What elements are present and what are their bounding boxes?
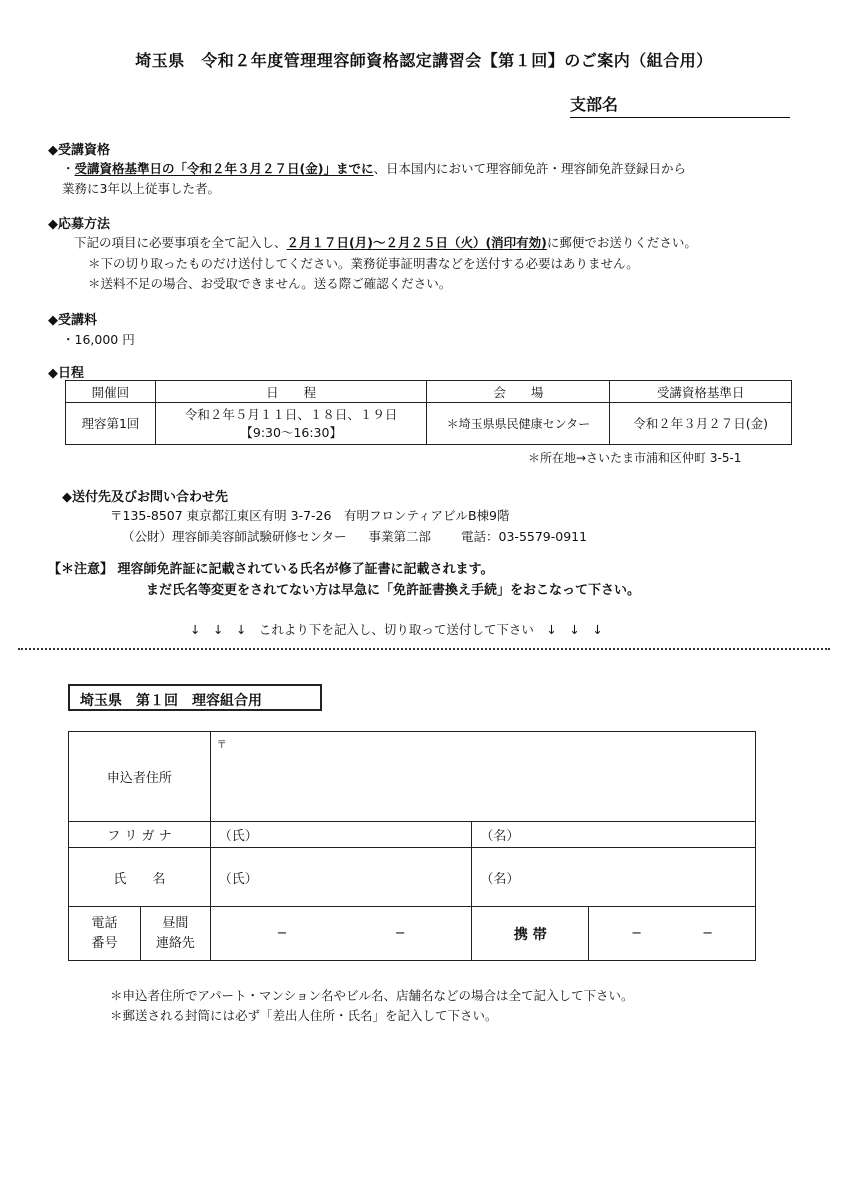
application-line1 (74, 233, 697, 251)
eligibility-condition: 、日本国内において理容師免許・理容師免許登録日から (373, 161, 686, 176)
schedule-session: 理容第1回 (66, 403, 156, 445)
address-label: 申込者住所 (69, 732, 211, 822)
postal-mark-icon: 〒 (216, 740, 227, 751)
name-label: 氏 名 (69, 848, 211, 907)
contact-tel: 電話：03-5579-0911 (461, 529, 588, 544)
address-input[interactable] (210, 732, 755, 822)
contact-address: 〒135-8507 東京都江東区有明 3-7-26 有明フロンティアビルB棟9階 (110, 508, 510, 523)
application-heading: ◆応募方法 (48, 217, 110, 232)
eligibility-bullet: ・ (62, 161, 75, 176)
eligibility-line1 (62, 159, 686, 177)
fee-value: ・16,000 円 (62, 332, 135, 347)
schedule-header-session: 開催回 (66, 381, 156, 403)
application-method: に郵便でお送りください。 (546, 235, 697, 250)
schedule-header-dates: 日 程 (155, 381, 427, 403)
mobile-dash-2: − (702, 926, 713, 941)
schedule-header-venue: 会 場 (427, 381, 610, 403)
name-given-input[interactable] (472, 848, 756, 907)
schedule-header-row (66, 381, 792, 403)
daytime-dash-2: − (394, 926, 406, 941)
form-title: 埼玉県 第１回 理容組合用 (68, 684, 322, 711)
daytime-label-line2: 連絡先 (155, 935, 195, 951)
eligibility-line2: 業務に3年以上従事した者。 (62, 181, 220, 196)
address-row (69, 732, 756, 822)
schedule-dates: 令和２年５月１１日、１８日、１９日 (184, 406, 398, 422)
schedule-heading: ◆日程 (48, 366, 84, 381)
eligibility-base-date: 受講資格基準日の「令和２年３月２７日(金)」までに (74, 161, 374, 176)
phone-label (69, 907, 141, 961)
application-instruction: 下記の項目に必要事項を全て記入し、 (74, 235, 287, 250)
schedule-venue: ＊埼玉県県民健康センター (427, 403, 610, 445)
name-given-label: （名） (480, 871, 520, 887)
schedule-header-base-date: 受講資格基準日 (610, 381, 792, 403)
name-row (69, 848, 756, 907)
application-note2: ＊送料不足の場合、お受取できません。送る際ご確認ください。 (88, 276, 452, 291)
phone-label-line2: 番号 (91, 935, 118, 951)
footnote-2: ＊郵送される封筒には必ず「差出人住所・氏名」を記入して下さい。 (110, 1008, 498, 1023)
daytime-label-line1: 昼間 (162, 915, 189, 931)
mobile-label: 携 帯 (472, 907, 589, 961)
schedule-row (66, 403, 792, 445)
contact-org: （公財）理容師美容師試験研修センター (122, 529, 347, 544)
schedule-time: 【9:30〜16:30】 (240, 424, 342, 440)
mobile-phone-input[interactable] (589, 907, 756, 961)
schedule-table (65, 380, 792, 445)
notice-text1: 理容師免許証に記載されている氏名が修了証書に記載されます。 (117, 562, 494, 577)
furigana-given-input[interactable] (472, 822, 756, 848)
footnote-1: ＊申込者住所でアパート・マンション名やビル名、店舗名などの場合は全て記入して下さい。 (110, 988, 634, 1003)
name-family-label: （氏） (218, 871, 258, 887)
application-note1: ＊下の切り取ったものだけ送付してください。業務従事証明書などを送付する必要はありません。 (88, 256, 639, 271)
contact-heading: ◆送付先及びお問い合わせ先 (62, 490, 228, 505)
furigana-row (69, 822, 756, 848)
cut-line (18, 648, 830, 650)
eligibility-heading: ◆受講資格 (48, 143, 110, 158)
phone-label-line1: 電話 (91, 915, 118, 931)
phone-row (69, 907, 756, 961)
furigana-family-label: （氏） (218, 829, 258, 844)
notice-line1 (48, 558, 494, 577)
contact-line (122, 527, 587, 545)
fee-heading: ◆受講料 (48, 313, 97, 328)
contact-dept: 事業第二部 (368, 529, 432, 544)
notice-line2: まだ氏名等変更をされてない方は早急に「免許証書換え手続」をおこなって下さい。 (146, 583, 641, 598)
furigana-family-input[interactable] (210, 822, 472, 848)
daytime-phone-input[interactable] (210, 907, 472, 961)
daytime-dash-1: − (276, 926, 288, 941)
application-period: ２月１７日(月)〜２月２５日（火）(消印有効) (286, 235, 547, 250)
name-family-input[interactable] (210, 848, 472, 907)
page-title: 埼玉県 令和２年度管理理容師資格認定講習会【第１回】のご案内（組合用） (135, 51, 713, 70)
application-form (68, 731, 756, 961)
branch-name-field: 支部名 (570, 92, 790, 118)
venue-location-note: ＊所在地→さいたま市浦和区仲町 3-5-1 (528, 451, 742, 465)
furigana-label: フ リ ガ ナ (69, 822, 211, 848)
schedule-dates-cell (155, 403, 427, 445)
notice-label: 【＊注意】 (48, 562, 114, 577)
schedule-base-date: 令和２年３月２７日(金) (610, 403, 792, 445)
daytime-label (140, 907, 210, 961)
cut-instruction: ↓ ↓ ↓ これより下を記入し、切り取って送付して下さい ↓ ↓ ↓ (190, 622, 603, 637)
furigana-given-label: （名） (480, 829, 520, 844)
mobile-dash-1: − (631, 926, 643, 941)
